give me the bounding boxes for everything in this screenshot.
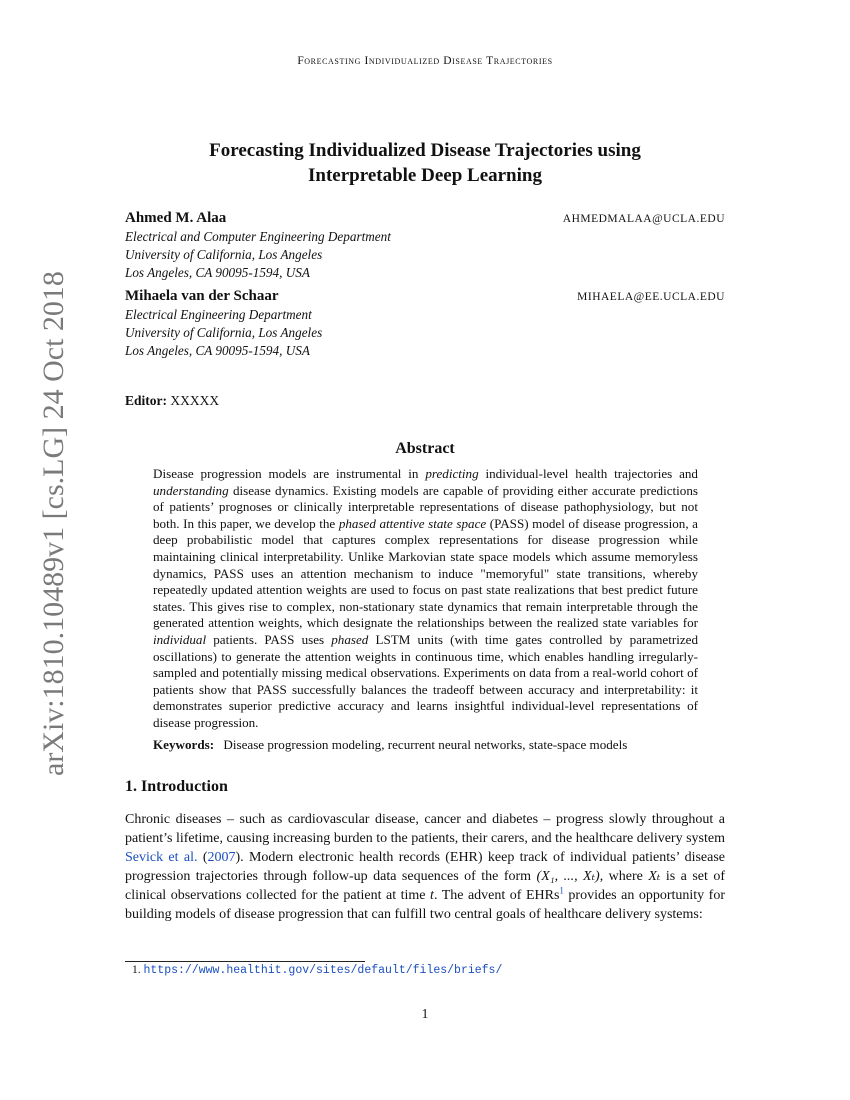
- math-variable-t: t: [430, 888, 434, 903]
- abstract-emphasis: predicting: [425, 466, 479, 481]
- keywords-line: [153, 737, 713, 753]
- affiliation-line: Los Angeles, CA 90095-1594, USA: [125, 265, 310, 280]
- running-head-text: Forecasting Individualized Disease Trajectories: [297, 55, 553, 67]
- intro-text: . The advent of EHRs: [433, 888, 560, 903]
- abstract-emphasis: phased: [331, 631, 369, 647]
- running-head: [0, 55, 850, 67]
- author-2-affiliation: [125, 306, 322, 360]
- arxiv-identifier-stamp: arXiv:1810.10489v1 [cs.LG] 24 Oct 2018: [37, 271, 70, 776]
- citation-link-year[interactable]: 2007: [207, 850, 236, 865]
- author-2-name: Mihaela van der Schaar: [125, 288, 279, 304]
- affiliation-line: University of California, Los Angeles: [125, 325, 323, 340]
- paper-title: [125, 138, 725, 188]
- editor-label: Editor:: [125, 393, 167, 408]
- abstract-text: individual-level health trajectories and: [485, 466, 698, 481]
- abstract-text: (PASS) model of disease progression, a deep probabilistic model that captures complex representations for disease progression while maintaining clinical interpretability. Unlike Markovian state space models which assume memoryless dynamics, PASS uses an attention mechanism to induce "memoryful" state transitions, whereby repeatedly updated attention weights are used to focus on past state realizations that best predict future states. This gives rise to complex, non-stationary state dynamics that remain interpretable through the generated attention weights, which designate the relationships between the realized state variables for: [153, 515, 698, 631]
- editor-line: [125, 393, 219, 409]
- citation-link-author[interactable]: Sevick et al.: [125, 850, 198, 865]
- author-1-name: Ahmed M. Alaa: [125, 210, 227, 226]
- affiliation-line: Electrical Engineering Department: [125, 307, 312, 322]
- affiliation-line: Los Angeles, CA 90095-1594, USA: [125, 343, 310, 358]
- footnote-number: 1.: [132, 964, 141, 976]
- affiliation-line: University of California, Los Angeles: [125, 247, 323, 262]
- footnote-url-link[interactable]: https://www.healthit.gov/sites/default/files/briefs/: [143, 964, 503, 977]
- page-number: 1: [421, 1006, 429, 1021]
- section-heading-introduction: 1. Introduction: [125, 778, 228, 795]
- abstract-text: patients. PASS uses: [213, 631, 325, 647]
- intro-text: provides an opportunity for building models of disease progression that can fulfill two central goals of healthcare delivery systems:: [125, 888, 725, 922]
- math-variable: Xₜ: [648, 869, 661, 884]
- intro-text: , where: [599, 869, 643, 884]
- abstract-text: disease dynamics. Existing models are capable of providing either accurate predictions of patients’ prognoses or clinically interpretable representations of disease pathophysiology, but not both. In this paper, we develop the: [153, 482, 698, 531]
- affiliation-line: Electrical and Computer Engineering Department: [125, 229, 391, 244]
- abstract-text: Disease progression models are instrumental in: [153, 466, 419, 481]
- abstract-text: LSTM units (with time gates controlled by parametrized oscillations) to generate the attention weights in continuous time, which enables handling irregularly-sampled and potentially missing medical observations. Experiments on data from a real-world cohort of patients show that PASS successfully balances the tradeoff between accuracy and interpretability: it demonstrates superior predictive accuracy and learns insightful individual-level representations of disease progression.: [153, 631, 698, 730]
- title-line-1: Forecasting Individualized Disease Trajectories using: [209, 140, 641, 161]
- keywords-value: Disease progression modeling, recurrent neural networks, state-space models: [223, 737, 628, 752]
- footnote-divider: [125, 961, 365, 962]
- intro-text: Chronic diseases – such as cardiovascular disease, cancer and diabetes – progress slowly throughout a patient’s lifetime, causing increasing burden to the patients, their carers, and the healthcare delivery system: [125, 812, 725, 846]
- intro-text: is a set of clinical observations collected for the patient at time: [125, 869, 726, 903]
- author-2-email[interactable]: MIHAELA@EE.UCLA.EDU: [577, 291, 725, 303]
- math-sequence: (X₁, ..., Xₜ): [536, 869, 600, 884]
- intro-text: ). Modern electronic health records (EHR) keep track of individual patients’ disease progression trajectories through follow-up data sequences of the form: [125, 850, 725, 884]
- author-1-affiliation: [125, 228, 391, 282]
- footnote: [132, 964, 502, 977]
- author-1-email[interactable]: AHMEDMALAA@UCLA.EDU: [562, 213, 725, 225]
- abstract-body: [153, 466, 698, 732]
- abstract-emphasis: individual: [153, 631, 207, 647]
- abstract-heading: Abstract: [395, 440, 455, 457]
- editor-value: XXXXX: [170, 393, 220, 408]
- keywords-label: Keywords:: [153, 737, 215, 752]
- title-line-2: Interpretable Deep Learning: [308, 165, 542, 186]
- abstract-emphasis: understanding: [153, 482, 229, 498]
- footnote-marker[interactable]: 1: [559, 885, 564, 896]
- introduction-paragraph: Chronic diseases – such as cardiovascular disease, cancer and diabetes – progress slowly throughout a patient’s lifetime, causing increasing burden to the patients, their carers, and the healthcare delivery system Sevick et al. (2007). Modern electronic health records (EHR) keep track of individual patients’ disease progression trajectories through follow-up data sequences of the form (X₁, ..., Xₜ), where Xₜ is a set of clinical observations collected for the patient at time t. The advent of EHRs$^1$ provides an opportunity for building models of disease progression that can fulfill two central goals of healthcare delivery systems:: [125, 812, 726, 922]
- abstract-emphasis: phased attentive state space: [338, 515, 487, 531]
